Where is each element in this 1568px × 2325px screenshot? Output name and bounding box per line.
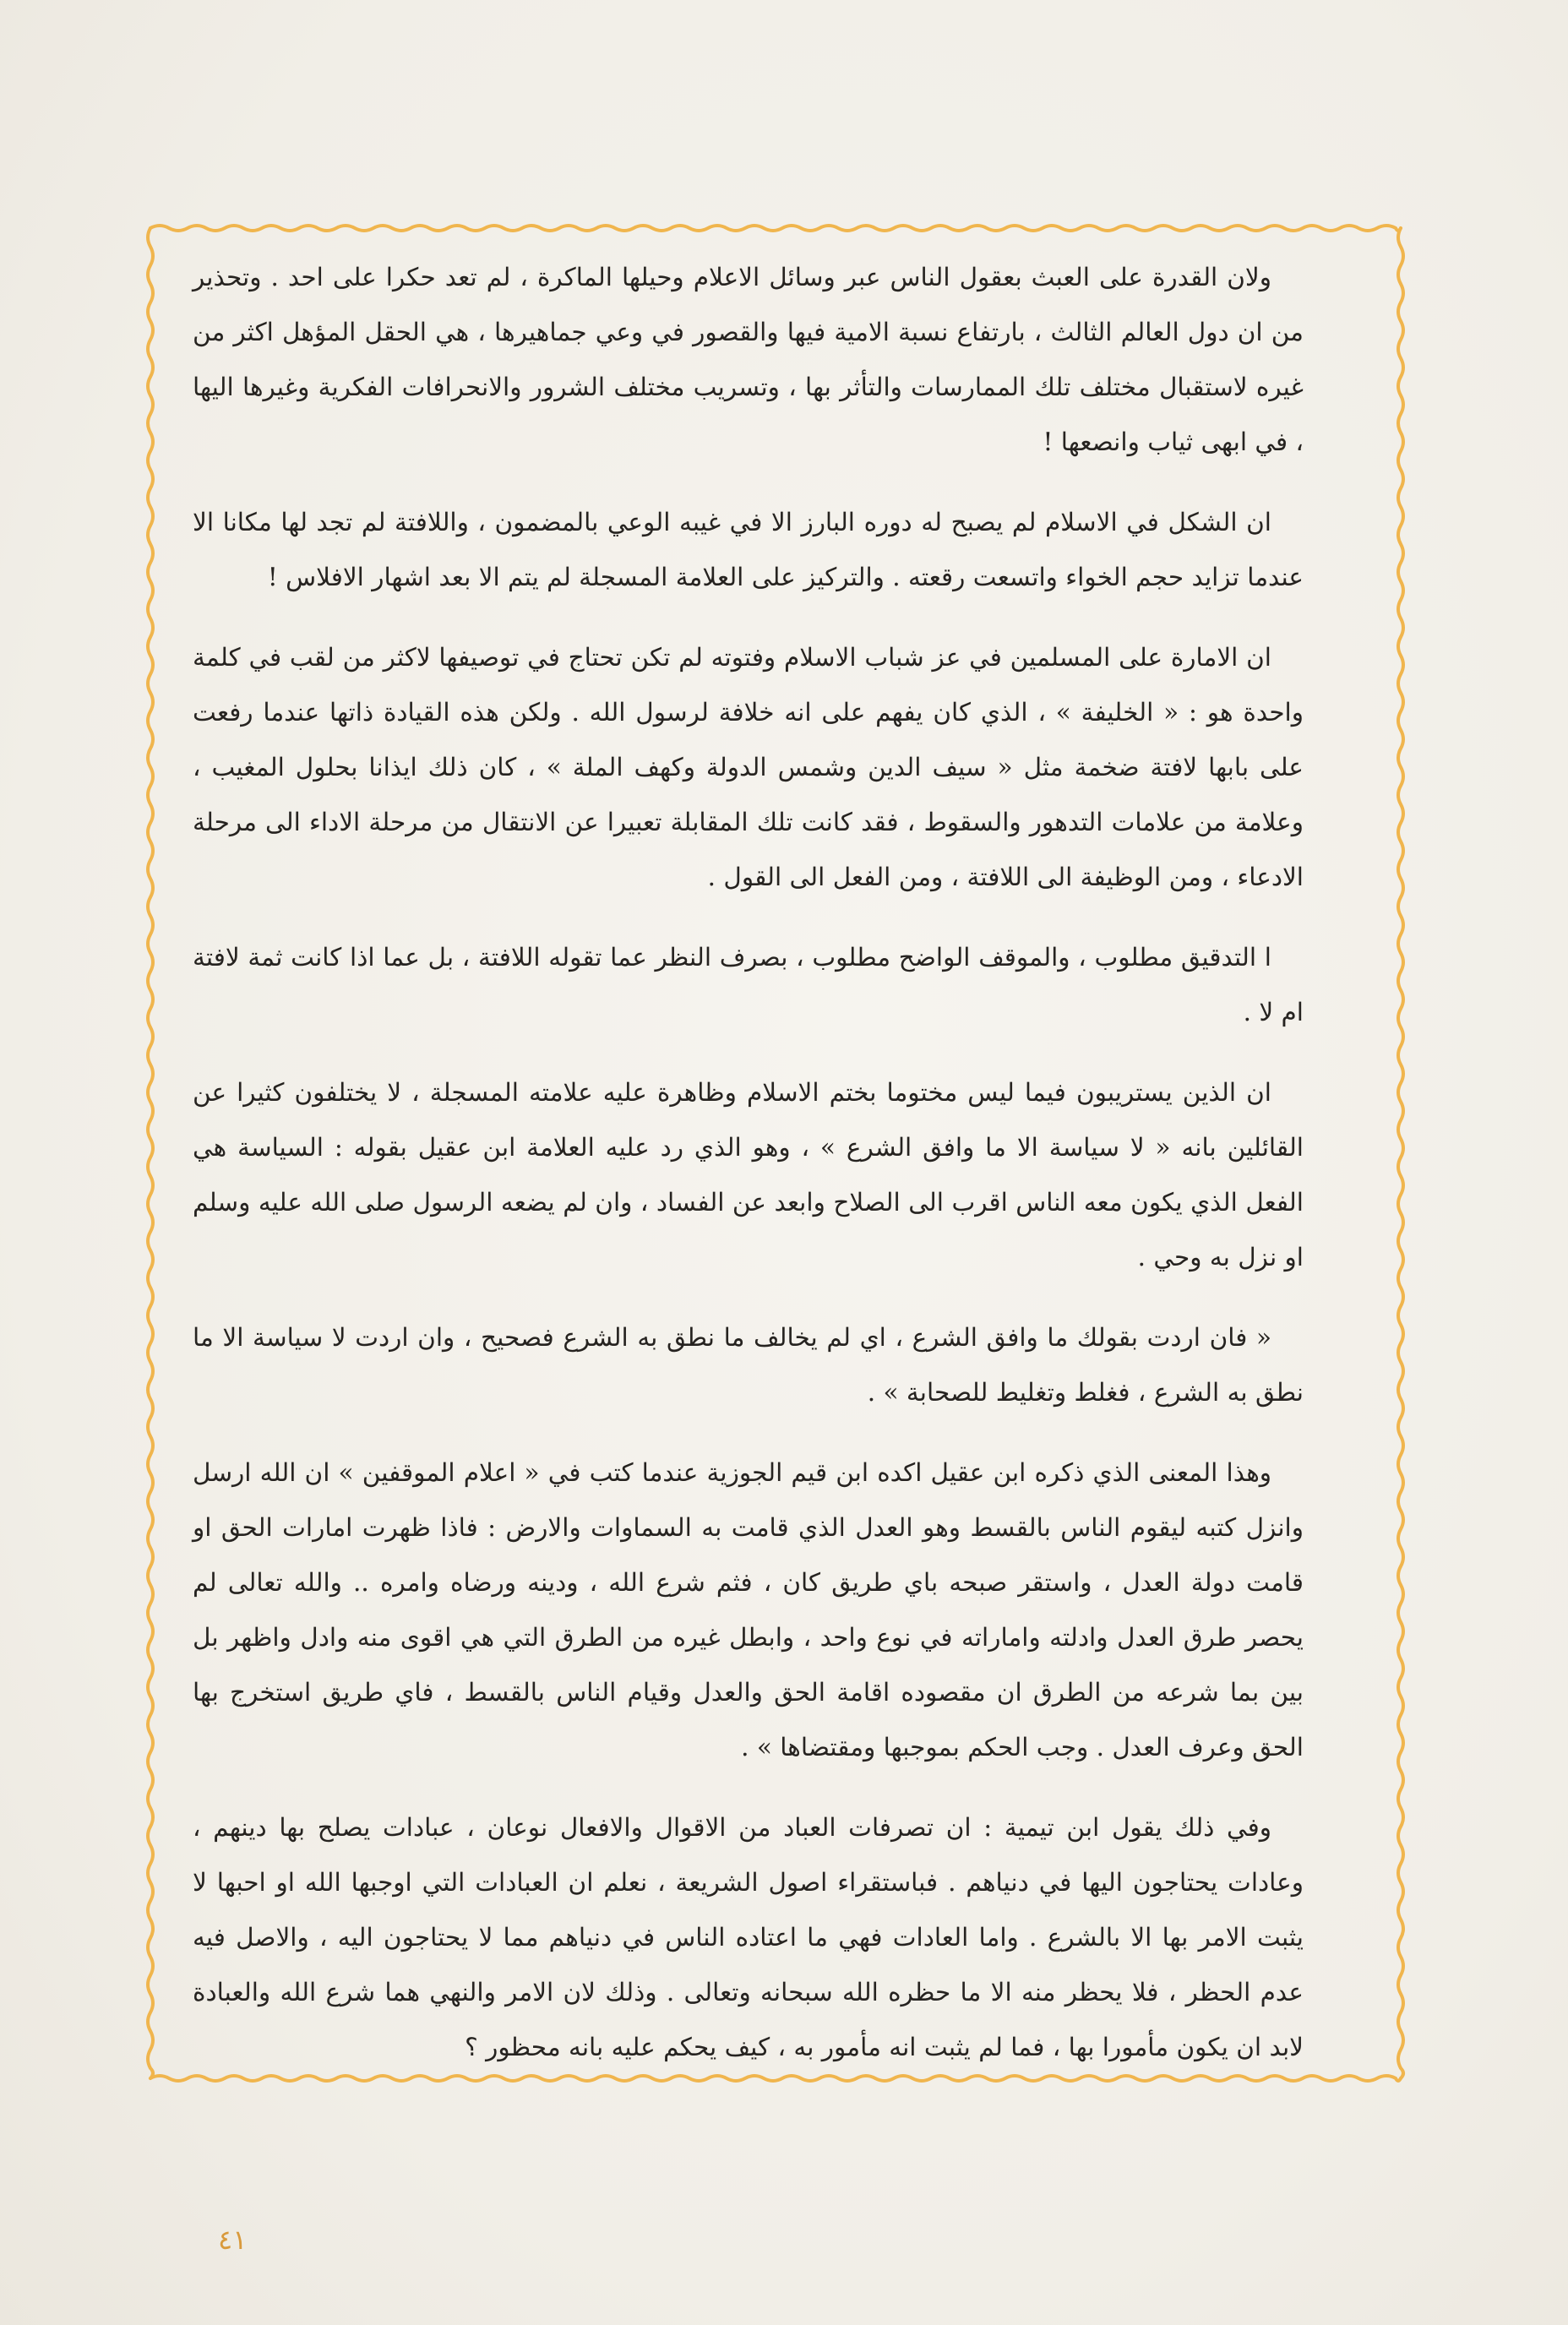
paragraph-5: ان الذين يستريبون فيما ليس مختوما بختم الاسلام وظاهرة عليه علامته المسجلة ، لا يختلفون كثيرا عن القائلين بانه « لا سياسة الا ما وافق الشرع » ، وهو الذي رد عليه العلامة ابن عقيل بقوله : السياسة هي الفعل الذي يكون معه الناس اقرب الى الصلاح وابعد عن الفساد ، وان لم يضعه الرسول صلى الله عليه وسلم او نزل به وحي . [193, 1078, 1304, 1271]
paragraph-4: ا التدقيق مطلوب ، والموقف الواضح مطلوب ، بصرف النظر عما تقوله اللافتة ، بل عما اذا كانت ثمة لافتة ام لا . [193, 943, 1304, 1026]
paragraph-8: وفي ذلك يقول ابن تيمية : ان تصرفات العباد من الاقوال والافعال نوعان ، عبادات يصلح بها دينهم ، وعادات يحتاجون اليها في دنياهم . فباستقراء اصول الشريعة ، نعلم ان العبادات التي اوجبها الله او احبها لا يثبت الامر بها الا بالشرع . واما العادات فهي ما اعتاده الناس في دنياهم مما لا يحتاجون اليه ، والاصل فيه عدم الحظر ، فلا يحظر منه الا ما حظره الله سبحانه وتعالى . وذلك لان الامر والنهي هما شرع الله والعبادة لابد ان يكون مأمورا بها ، فما لم يثبت انه مأمور به ، كيف يحكم عليه بانه محظور ؟ [193, 1813, 1304, 2061]
border-right [1398, 228, 1403, 2078]
paragraph-7: وهذا المعنى الذي ذكره ابن عقيل اكده ابن قيم الجوزية عندما كتب في « اعلام الموقفين » ان الله ارسل وانزل كتبه ليقوم الناس بالقسط وهو العدل الذي قامت به السماوات والارض : فاذا ظهرت امارات الحق او قامت دولة العدل ، واستقر صبحه باي طريق كان ، فثم شرع الله ، ودينه ورضاه وامره .. والله تعالى لم يحصر طرق العدل وادلته واماراته في نوع واحد ، وابطل غيره من الطرق التي هي اقوى منه وادل واظهر بل بين بما شرعه من الطرق ان مقصوده اقامة الحق والعدل وقيام الناس بالقسط ، فاي طريق استخرج بها الحق وعرف العدل . وجب الحكم بموجبها ومقتضاها » . [193, 1458, 1304, 1761]
paragraph-6: « فان اردت بقولك ما وافق الشرع ، اي لم يخالف ما نطق به الشرع فصحيح ، وان اردت لا سياسة الا ما نطق به الشرع ، فغلط وتغليط للصحابة » . [193, 1323, 1304, 1407]
border-top [150, 226, 1401, 231]
paragraph-2: ان الشكل في الاسلام لم يصبح له دوره البارز الا في غيبه الوعي بالمضمون ، واللافتة لم تجد لها مكانا الا عندما تزايد حجم الخواء واتسعت رقعته . والتركيز على العلامة المسجلة لم يتم الا بعد اشهار الافلاس ! [193, 508, 1304, 591]
paragraph-1: ولان القدرة على العبث بعقول الناس عبر وسائل الاعلام وحيلها الماكرة ، لم تعد حكرا على احد . وتحذير من ان دول العالم الثالث ، بارتفاع نسبة الامية فيها والقصور في وعي جماهيرها ، هي الحقل المؤهل اكثر من غيره لاستقبال مختلف تلك الممارسات والتأثر بها ، وتسريب مختلف الشرور والانحرافات الفكرية وغيرها اليها ، في ابهى ثياب وانصعها ! [193, 263, 1304, 456]
border-left [148, 228, 153, 2078]
page-body [193, 250, 1304, 2100]
page-number: ٤١ [218, 2224, 248, 2256]
paragraph-3: ان الامارة على المسلمين في عز شباب الاسلام وفتوته لم تكن تحتاج في توصيفها لاكثر من لقب في كلمة واحدة هو : « الخليفة » ، الذي كان يفهم على انه خلافة لرسول الله . ولكن هذه القيادة ذاتها عندما رفعت على بابها لافتة ضخمة مثل « سيف الدين وشمس الدولة وكهف الملة » ، كان ذلك ايذانا بحلول المغيب ، وعلامة من علامات التدهور والسقوط ، فقد كانت تلك المقابلة تعبيرا عن الانتقال من مرحلة الاداء الى مرحلة الادعاء ، ومن الوظيفة الى اللافتة ، ومن الفعل الى القول . [193, 643, 1304, 891]
